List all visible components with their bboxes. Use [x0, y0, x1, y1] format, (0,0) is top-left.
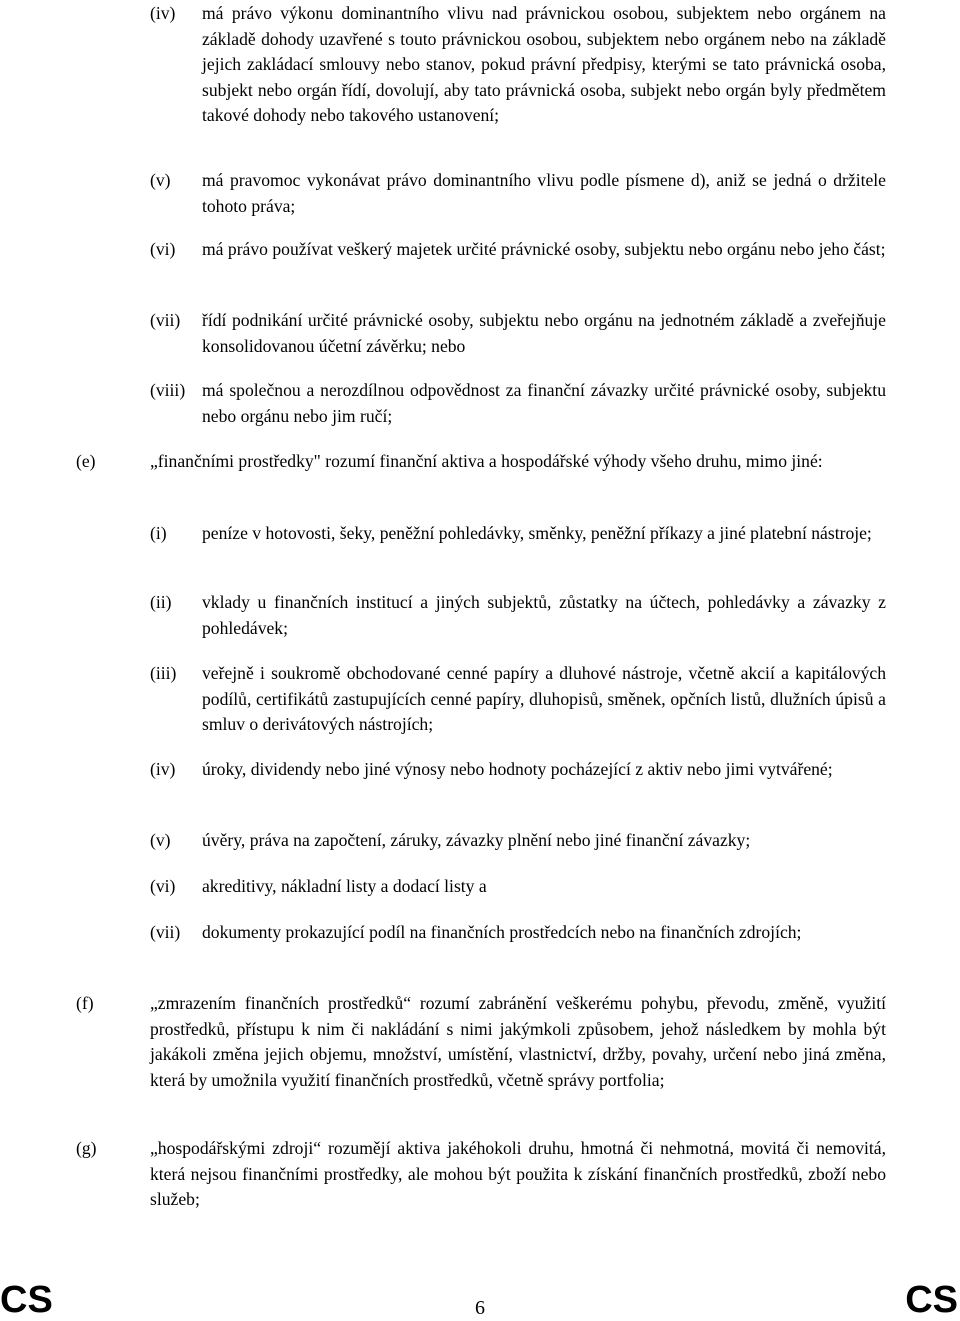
sub-item-text: akreditivy, nákladní listy a dodací listy a — [202, 876, 487, 896]
item-label: (e) — [76, 451, 96, 471]
sub-item-text: řídí podnikání určité právnické osoby, subjektu nebo orgánu na jednotném základě a zveřejňuje konsolidovanou účetní závěrku; nebo — [202, 310, 886, 356]
sub-item-label: (vi) — [150, 239, 176, 259]
page-number: 6 — [475, 1297, 485, 1319]
sub-item-text: úroky, dividendy nebo jiné výnosy nebo hodnoty pocházející z aktiv nebo jimi vytvářené; — [202, 759, 833, 779]
sub-item-label: (iv) — [150, 759, 176, 779]
sub-item-label: (vi) — [150, 876, 176, 896]
sub-item-text: má právo výkonu dominantního vlivu nad právnickou osobou, subjektem nebo orgánem na základě dohody uzavřené s touto právnickou osobou, subjektem nebo orgánem nebo na základě jejich zakládací smlouvy nebo stanov, pokud právní předpisy, kterými se tato právnická osoba, subjekt nebo orgán řídí, dovolují, aby tato právnická osoba, subjekt nebo orgán byly předmětem takové dohody nebo takového ustanovení; — [202, 3, 886, 125]
sub-item-label: (ii) — [150, 592, 172, 612]
item-text: „hospodářskými zdroji“ rozumějí aktiva jakéhokoli druhu, hmotná či nehmotná, movitá či nemovitá, která nejsou finančními prostředky, ale mohou být použita k získání finančních prostředků, zboží nebo služeb; — [150, 1138, 886, 1209]
sub-item-label: (iii) — [150, 663, 177, 683]
sub-item-label: (v) — [150, 830, 171, 850]
sub-item-label: (vii) — [150, 310, 181, 330]
item-label: (f) — [76, 993, 94, 1013]
sub-item-text: peníze v hotovosti, šeky, peněžní pohledávky, směnky, peněžní příkazy a jiné platební nástroje; — [202, 523, 872, 543]
sub-item-text: úvěry, práva na započtení, záruky, závazky plnění nebo jiné finanční závazky; — [202, 830, 751, 850]
sub-item-label: (v) — [150, 170, 171, 190]
item-text: „finančními prostředky" rozumí finanční aktiva a hospodářské výhody všeho druhu, mimo jiné: — [150, 451, 823, 471]
sub-item-text: má právo používat veškerý majetek určité právnické osoby, subjektu nebo orgánu nebo jeho část; — [202, 239, 886, 259]
sub-item-label: (iv) — [150, 3, 176, 23]
sub-item-text: má společnou a nerozdílnou odpovědnost za finanční závazky určité právnické osoby, subjektu nebo orgánu nebo jim ručí; — [202, 380, 886, 426]
sub-item-label: (vii) — [150, 922, 181, 942]
language-code-left: CS — [0, 1279, 53, 1321]
sub-item-label: (i) — [150, 523, 167, 543]
sub-item-text: dokumenty prokazující podíl na finančních prostředcích nebo na finančních zdrojích; — [202, 922, 802, 942]
sub-item-text: veřejně i soukromě obchodované cenné papíry a dluhové nástroje, včetně akcií a kapitálových podílů, certifikátů zastupujících cenné papíry, dluhopisů, směnek, opčních listů, dlužních úpisů a smluv o derivátových nástrojích; — [202, 663, 886, 734]
item-text: „zmrazením finančních prostředků“ rozumí zabránění veškerému pohybu, převodu, změně, využití prostředků, přístupu k nim či nakládání s nimi jakýmkoli způsobem, jehož následkem by mohla být jakákoli změna jejich objemu, množství, umístění, vlastnictví, držby, povahy, určení nebo jiná změna, která by umožnila využití finančních prostředků, včetně správy portfolia; — [150, 993, 886, 1090]
sub-item-label: (viii) — [150, 380, 186, 400]
item-label: (g) — [76, 1138, 97, 1158]
language-code-right: CS — [905, 1279, 958, 1321]
sub-item-text: má pravomoc vykonávat právo dominantního vlivu podle písmene d), aniž se jedná o držitele tohoto práva; — [202, 170, 886, 216]
sub-item-text: vklady u finančních institucí a jiných subjektů, zůstatky na účtech, pohledávky a závazky z pohledávek; — [202, 592, 886, 638]
